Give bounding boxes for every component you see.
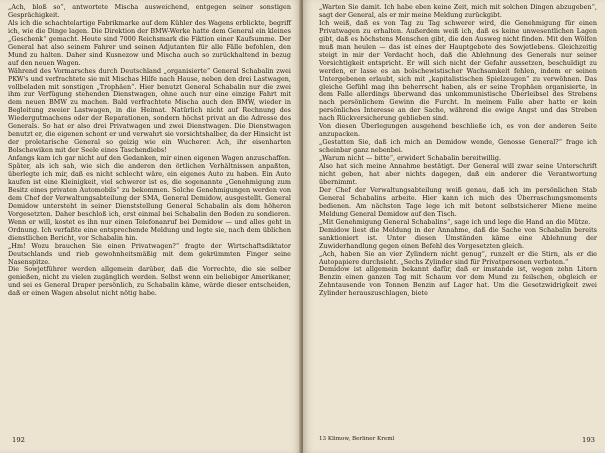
paragraph: Demidow liest die Meldung in der Annahme, daß die Sache von Schabalin bereits sanktioniert ist. Unter diesen Umständen käme eine Ablehnung der Zuwiderhandlung gegen einen Befehl des Vorgesetzten gleich. [319, 225, 597, 250]
paragraph: „Warten Sie damit. Ich habe eben keine Zeit, mich mit solchen Dingen abzugeben“, sagt der General, als er mir meine Meldung zurückgibt. [319, 3, 597, 19]
left-page [0, 0, 301, 453]
paragraph: Als ich die schachtelartige Fabrikmarke auf dem Kühler des Wagens erblickte, begriff ich, wie die Dinge lagen. Die Direktion der BMW-Werke hatte dem General ein kleines „Geschenk“ gemacht. Heute sind 7000 Reichsmark die Fiktion einer Kaufsumme. Der General hat also seinem Fahrer und seinen Adjutanten für alle Fälle befohlen, den Mund zu halten. Daher sind Kusnezow und Mischa auch so zurückhaltend in bezug auf den neuen Wagen. [8, 18, 291, 67]
paragraph: „Warum nicht — bitte“, erwidert Schabalin bereitwillig. [319, 154, 502, 163]
page-number: 192 [12, 436, 25, 444]
paragraph: Also hat sich meine Annahme bestätigt. Der General will zwar seine Unterschrift nicht geben, hat aber nichts dagegen, daß ein anderer die Verantwortung übernimmt. [319, 162, 597, 186]
page-number: 193 [582, 436, 595, 444]
paragraph: Ich weiß, daß es von Tag zu Tag schwerer wird, die Genehmigung für einen Privatwagen zu erhalten. Außerdem weiß ich, daß es keine unwesentlichen Lagen gibt, daß es höchstens Menschen gibt, die den Ausweg nicht finden. Mit den Wölfen muß man heulen — das ist eines der Hauptgebote des Sowjetlebens. Gleichzeitig steigt in mir der Verdacht hoch, daß die Ablehnung des Generals nur seiner Vorsichtigkeit entspricht. Er will sich nicht der Gefahr aussetzen, beschuldigt zu werden, er lasse es an bolschewistischer Wachsamkeit fehlen, indem er seinen Untergebenen erlaubt, sich mit „kapitalistischen Spielzeugen“ zu verwöhnen. Das gleiche Gefühl mag ihn beherrscht haben, als er seine Trophäen organisierte, in dem Falle allerdings überwand das unkommunistische Überleibsel des Strebens nach persönlichem Gewinn die Furcht. In meinem Falle aber hatte er kein persönliches Interesse an der Sache, während die ewige Angst und das Streben nach Rückversicherung geblieben sind. [319, 18, 597, 123]
left-page-text [8, 4, 291, 298]
paragraph: „Ach, haben Sie an vier Zylindern nicht genug“, runzelt er die Stirn, als er die Autopapiere durchsieht. „Sechs Zylinder sind für Privatpersonen verboten.“ [319, 249, 597, 266]
paragraph: Die Sowjetführer werden allgemein darüber, daß die Vorrechte, die sie selber genießen, nicht zu vielen zugänglich werden. Selbst wenn ein beliebiger Amerikaner, und sei es General Draper persönlich, zu Schabalin käme, würde dieser entscheiden, daß er einen Wagen absolut nicht nötig habe. [8, 265, 291, 298]
right-page [303, 0, 605, 453]
right-page-text [319, 4, 597, 298]
paragraph: Anfangs kam ich gar nicht auf den Gedanken, mir einen eigenen Wagen anzuschaffen. Später, als ich sah, wie sich die anderen den örtlichen Verhältnissen anpaßten, überlegte ich mir, daß es nicht schlecht wäre, ein eigenes Auto zu haben. Ein Auto kaufen ist eine Kleinigkeit, viel schwerer ist es, die sogenannte „Genehmigung zum Besitz eines privaten Automobils“ zu bekommen. Solche Genehmigungen werden von dem Chef der Verwaltungsabteilung der SMA, General Demidow, ausgestellt. General Demidow untersteht in seiner Dienststellung General Schabalin als dem höheren Vorgesetzten. Daher beschloß ich, erst einmal bei Schabalin den Boden zu sondieren. Wenn er will, kostet es ihn nur einen Telefonanruf bei Demidow — und alles geht in Ordnung. Ich verfaßte eine entsprechende Meldung und legte sie, nach dem üblichen dienstlichen Bericht, vor Schabalin hin. [8, 154, 291, 242]
paragraph: Von diesen Überlegungen ausgehend beschließe ich, es von der anderen Seite anzupacken. [319, 122, 597, 139]
paragraph: Demidow ist allgemein bekannt dafür, daß er imstande ist, wegen zehn Litern Benzin einen ganzen Tag mit Schaum vor dem Mund zu feilschen, obgleich er Zehntausende von Tonnen Benzin auf Lager hat. Um die Gesetzwidrigkeit zwei Zylinder herauszuschlagen, biete [319, 265, 597, 298]
paragraph: „Ach, bloß so“, antwortete Mischa ausweichend, entgegen seiner sonstigen Gesprächigkeit. [8, 3, 291, 19]
paragraph: Der Chef der Verwaltungsabteilung weiß genau, daß ich im persönlichen Stab General Schabalins arbeite. Hier kann ich mich des Überraschungsmoments bedienen. Am nächsten Tage lege ich mit betont selbstsicherer Miene meine Meldung General Demidow auf den Tisch. [319, 185, 597, 218]
paragraph: Während des Vormarsches durch Deutschland „organisierte“ General Schabalin zwei PKW's und verfrachtete sie mit Mischas Hilfe nach Hause, neben den drei Lastwagen, vollbeladen mit sonstigen „Trophäen“. Hier benutzt General Schabalin nur die zwei ihm zur Verfügung stehenden Dienstwagen, ohne auch nur eine einzige Fahrt mit dem neuen BMW zu machen. Bald verfrachtete Mischa auch den BMW, wieder in Begleitung zweier Lastwagen, in die Heimat. Natürlich nicht auf Rechnung des Wiedergutmachens oder der Reparationen, sondern höchst privat an die Adresse des Generals. So hat er also drei Privatwagen und zwei Dienstwagen. Die Dienstwagen benutzt er, die eigenen schont er und verwahrt sie vorsichtshalber, da der Hinsicht ist der proletarische General so geizig wie ein Wucherer. Ach, ihr eisenharten Bolschewiken mit der Seele eines Taschendiebs! [8, 66, 291, 155]
paragraph: „Hm! Wozu brauchen Sie einen Privatwagen?“ fragte der Wirtschaftsdiktator Deutschlands und rieb gewohnheitsmäßig mit dem gekrümmten Finger seine Nasenspitze. [8, 241, 291, 266]
printer-signature: 13 Klimow, Berliner Kreml [319, 436, 395, 442]
paragraph: „Gestatten Sie, daß ich mich an Demidow wende, Genosse General?“ frage ich scheinbar ganz nebenbei. [319, 138, 597, 155]
paragraph: „Mit Genehmigung General Schabalins“, sage ich und lege die Hand an die Mütze. [319, 217, 591, 226]
